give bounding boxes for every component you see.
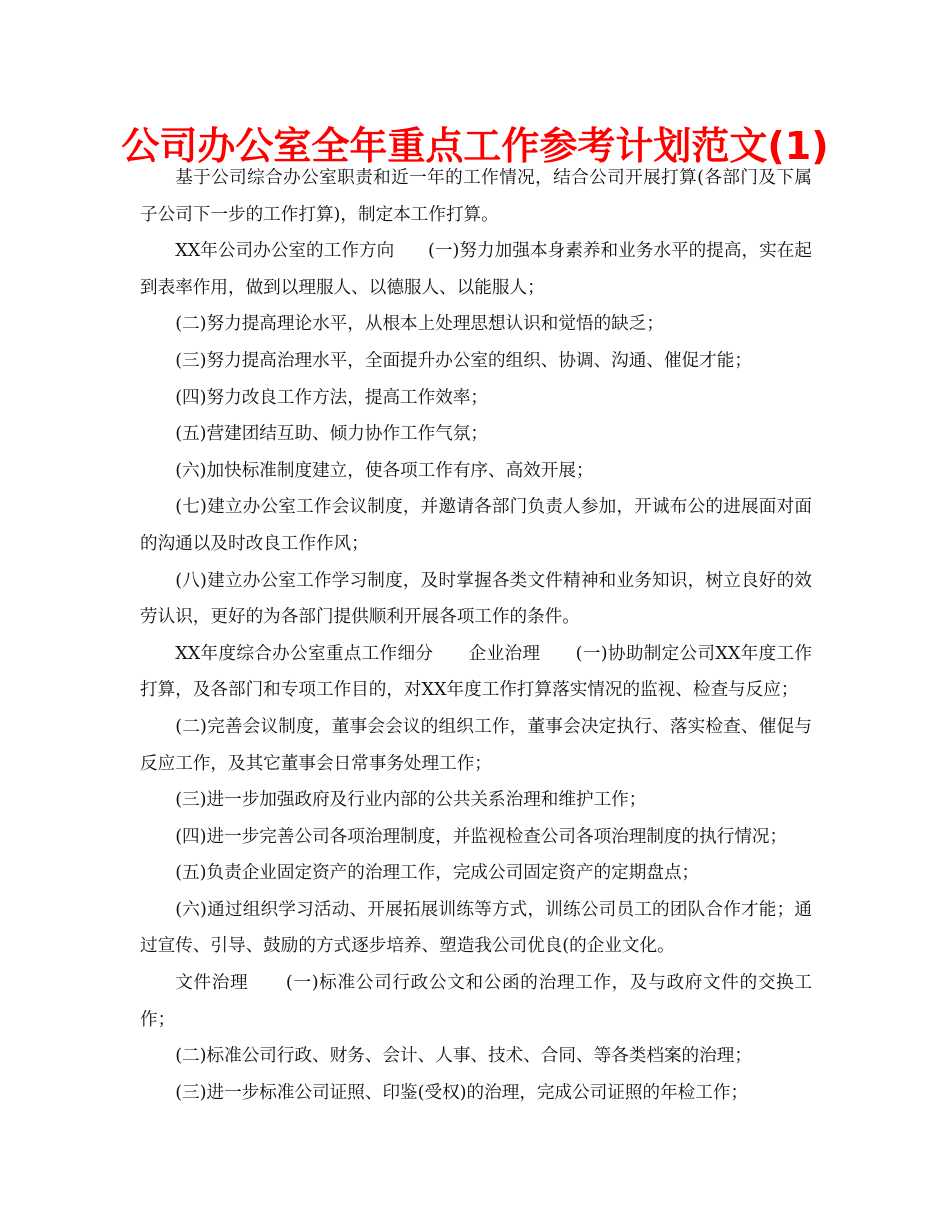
body-paragraph: (四)进一步完善公司各项治理制度，并监视检查公司各项治理制度的执行情况； bbox=[175, 826, 788, 847]
body-paragraph: (七)建立办公室工作会议制度，并邀请各部门负责人参加，开诚布公的进展面对面的沟通以及时改良工作作风； bbox=[140, 497, 812, 554]
body-paragraph: (二)标准公司行政、财务、会计、人事、技术、合同、等各类档案的治理； bbox=[175, 1046, 752, 1067]
body-paragraph: XX年公司办公室的工作方向 (一)努力加强本身素养和业务水平的提高，实在起到表率作用，做到以理服人、以德服人、以能服人； bbox=[140, 241, 812, 298]
body-paragraph: (三)进一步标准公司证照、印鉴(受权)的治理，完成公司证照的年检工作； bbox=[175, 1082, 749, 1103]
body-paragraph: (三)努力提高治理水平，全面提升办公室的组织、协调、沟通、催促才能； bbox=[175, 350, 752, 371]
body-paragraph: (五)营建团结互助、倾力协作工作气氛； bbox=[175, 424, 489, 445]
body-paragraph: (三)进一步加强政府及行业内部的公共关系治理和维护工作； bbox=[175, 790, 647, 811]
body-paragraph: 文件治理 (一)标准公司行政公文和公函的治理工作，及与政府文件的交换工作； bbox=[140, 973, 812, 1030]
document-title: 公司办公室全年重点工作参考计划范文(1) bbox=[121, 124, 829, 168]
body-paragraph: 基于公司综合办公室职责和近一年的工作情况，结合公司开展打算(各部门及下属子公司下一步的工作打算)，制定本工作打算。 bbox=[140, 168, 812, 225]
body-paragraph: (二)努力提高理论水平，从根本上处理思想认识和觉悟的缺乏； bbox=[175, 314, 664, 335]
document-body bbox=[140, 160, 812, 1111]
body-paragraph: XX年度综合办公室重点工作细分 企业治理 (一)协助制定公司XX年度工作打算，及各部门和专项工作目的，对XX年度工作打算落实情况的监视、检查与反应； bbox=[140, 643, 812, 701]
body-paragraph: (八)建立办公室工作学习制度，及时掌握各类文件精神和业务知识，树立良好的效劳认识，更好的为各部门提供顺利开展各项工作的条件。 bbox=[140, 570, 812, 628]
body-paragraph: (五)负责企业固定资产的治理工作，完成公司固定资产的定期盘点； bbox=[175, 863, 700, 884]
body-paragraph: (四)努力改良工作方法，提高工作效率； bbox=[175, 387, 489, 408]
body-paragraph: (二)完善会议制度，董事会会议的组织工作，董事会决定执行、落实检查、催促与反应工作，及其它董事会日常事务处理工作； bbox=[140, 716, 812, 774]
body-paragraph: (六)通过组织学习活动、开展拓展训练等方式，训练公司员工的团队合作才能；通过宣传、引导、鼓励的方式逐步培养、塑造我公司优良(的企业文化。 bbox=[140, 899, 812, 957]
body-paragraph: (六)加快标准制度建立，使各项工作有序、高效开展； bbox=[175, 460, 594, 481]
